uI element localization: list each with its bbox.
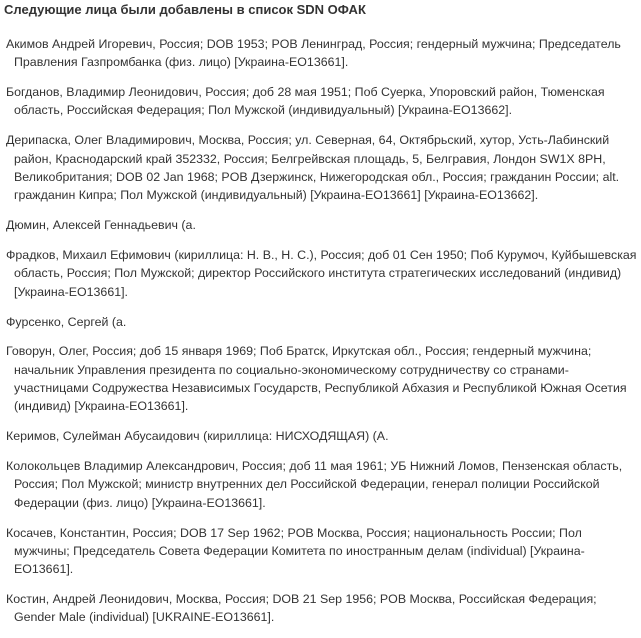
sdn-entries-list <box>6 35 638 638</box>
list-item: Косачев, Константин, Россия; DOB 17 Sep 1962; POB Москва, Россия; национальность России; Пол мужчины; Председатель Совета Федерации Комитета по иностранным делам (individual) [Украина-EO13661]. <box>6 525 585 577</box>
page-title: Следующие лица были добавлены в список SDN ОФАК <box>4 2 366 17</box>
list-item: Керимов, Сулейман Абусаидович (кириллица: НИСХОДЯЩАЯ) (А. <box>6 429 389 444</box>
list-item: Дюмин, Алексей Геннадьевич (а. <box>6 218 196 233</box>
list-item: Дерипаска, Олег Владимирович, Москва, Россия; ул. Северная, 64, Октябрьский, хутор, Усть-Лабинский район, Краснодарский край 352332, Россия; Белгрейвская площадь, 5, Белгравия, Лондон SW1X 8PH, Великобритания; DOB 02 Jan 1968; POB Дзержинск, Нижегородская обл., Россия; гражданин России; alt. гражданин Кипра; Пол Мужской (индивидуальный) [Украина-EO13661] [Украина-EO13662]. <box>6 133 620 203</box>
list-item: Костин, Андрей Леонидович, Москва, Россия; DOB 21 Sep 1956; POB Москва, Российская Федерация; Gender Male (individual) [UKRAINE-EO13661]. <box>6 592 597 625</box>
list-item: Акимов Андрей Игоревич, Россия; DOB 1953; POB Ленинград, Россия; гендерный мужчина; Председатель Правления Газпромбанка (физ. лицо) [Украина-EO13661]. <box>6 37 621 70</box>
list-item: Фурсенко, Сергей (а. <box>6 314 127 329</box>
list-item: Фрадков, Михаил Ефимович (кириллица: Н. В., Н. С.), Россия; доб 01 Сен 1950; Поб Курумоч, Куйбышевская область, Россия; Пол Мужской; директор Российского института стратегических исследований (индивид) [Украина-EO13661]. <box>6 248 637 299</box>
list-item: Богданов, Владимир Леонидович, Россия; доб 28 мая 1951; Поб Суерка, Упоровский район, Тюменская область, Российская Федерация; Пол Мужской (индивидуальный) [Украина-EO13662]. <box>6 85 605 118</box>
list-item: Колокольцев Владимир Александрович, Россия; доб 11 мая 1961; УБ Нижний Ломов, Пензенская область, Россия; Пол Мужской; министр внутренних дел Российской Федерации, генерал полиции Российской Федерации (физ. лицо) [Украина-EO13661]. <box>6 459 623 510</box>
list-item: Говорун, Олег, Россия; доб 15 января 1969; Поб Братск, Иркутская обл., Россия; гендерный мужчина; начальник Управления президента по социально-экономическому сотрудничеству со странами-участницами Содружества Независимых Государств, Республикой Абхазия и Республикой Южная Осетия (индивид) [Украина-EO13661]. <box>6 344 627 414</box>
